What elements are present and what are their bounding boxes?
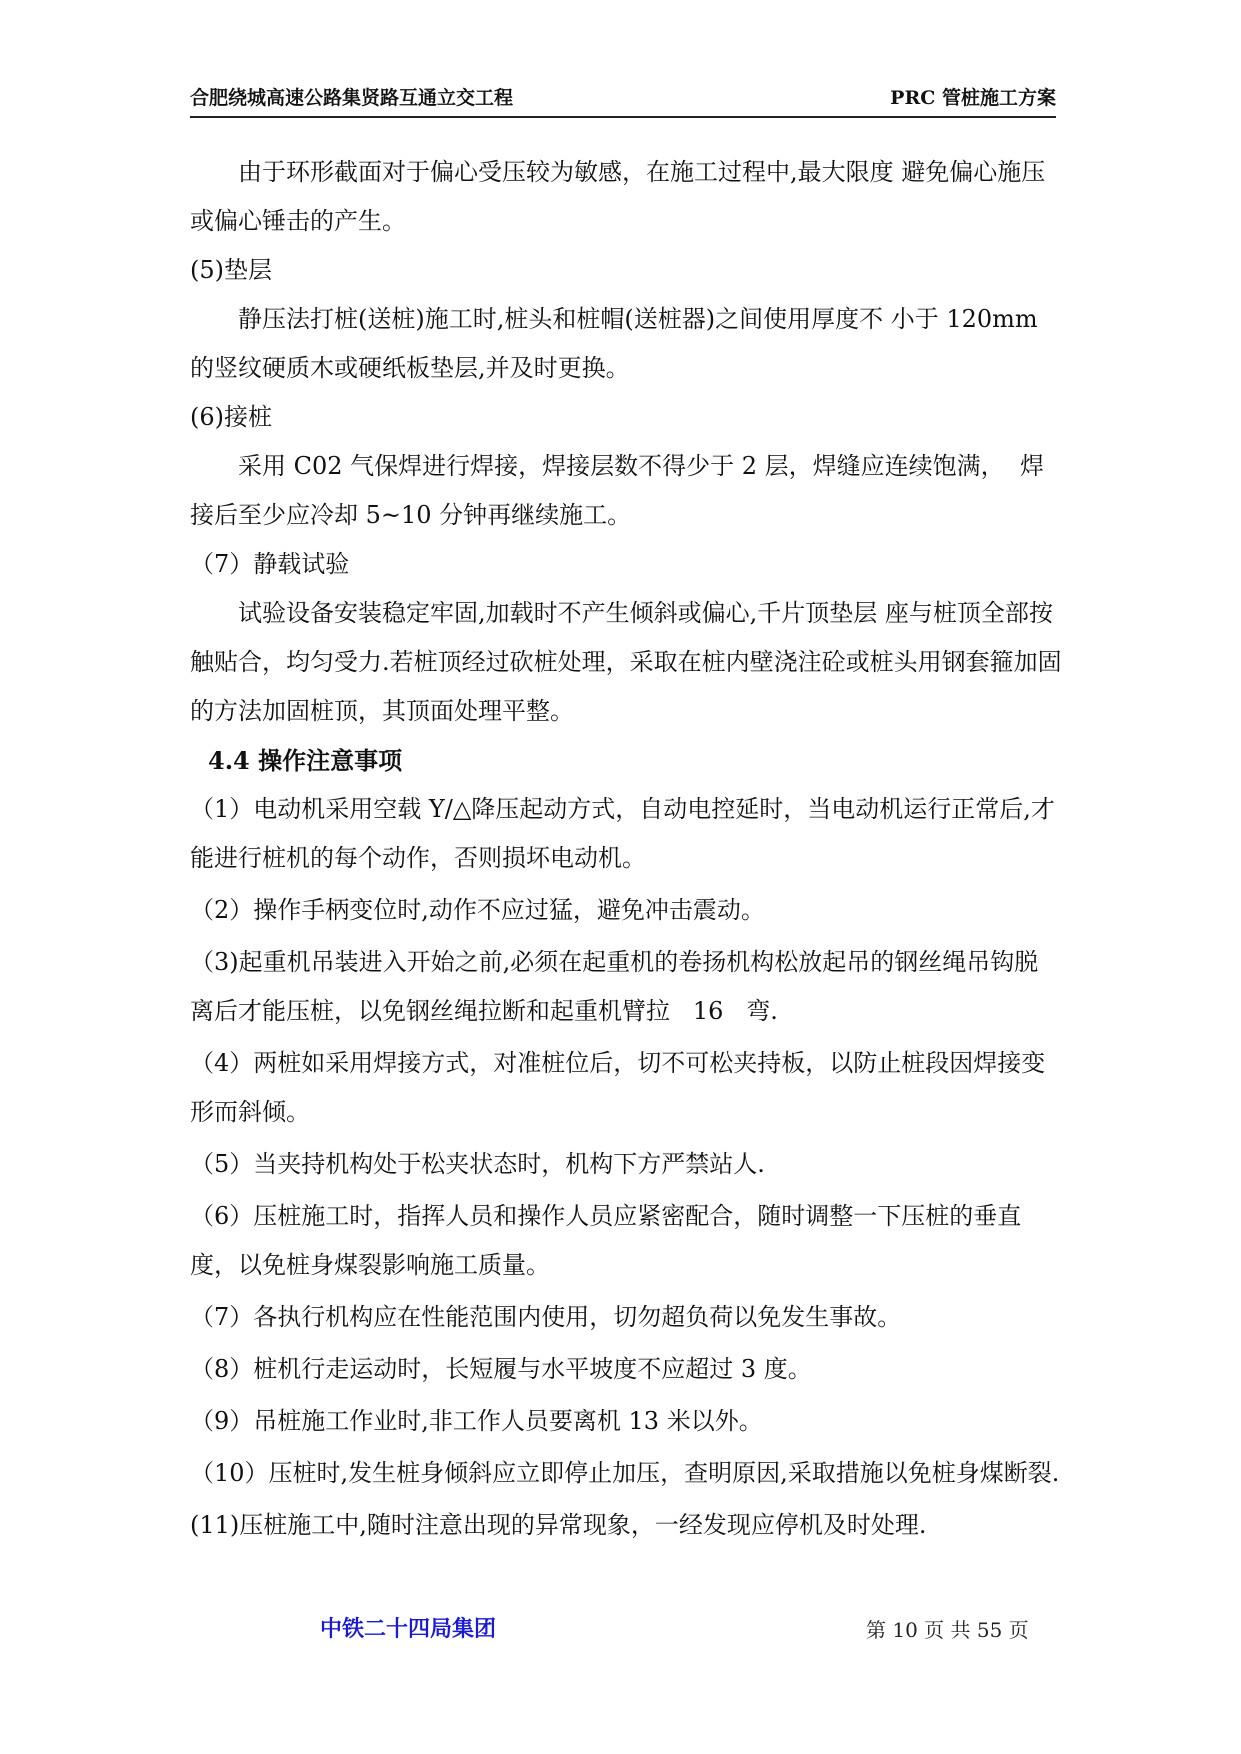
list-item-3: （3)起重机吊装进入开始之前,必须在起重机的卷扬机构松放起吊的钢丝绳吊钩脱离后才能压桩，以免钢丝绳拉断和起重机臂拉 16 弯. bbox=[190, 948, 1039, 1025]
paragraph-static-load: 试验设备安装稳定牢固,加载时不产生倾斜或偏心,千片顶垫层 座与桩顶全部按触贴合，均匀受力.若桩顶经过砍桩处理，采取在桩内壁浇注砼或桩头用钢套箍加固的方法加固桩顶，其顶面处理平整。 bbox=[190, 599, 1062, 725]
heading-static-load: （7）静载试验 bbox=[190, 550, 350, 578]
footer-company: 中铁二十四局集团 bbox=[320, 1617, 497, 1642]
list-item-6: （6）压桩施工时，指挥人员和操作人员应紧密配合，随时调整一下压桩的垂直度，以免桩身煤裂影响施工质量。 bbox=[190, 1202, 1022, 1279]
heading-cushion: (5)垫层 bbox=[190, 256, 272, 284]
section-title-precautions: 4.4 操作注意事项 bbox=[208, 746, 403, 775]
list-item-9: （9）吊桩施工作业时,非工作人员要离机 13 米以外。 bbox=[190, 1407, 763, 1435]
footer-page-number: 第 10 页 共 55 页 bbox=[866, 1618, 1029, 1642]
list-item-4: （4）两桩如采用焊接方式，对准桩位后，切不可松夹持板，以防止桩段因焊接变形而斜倾。 bbox=[190, 1049, 1046, 1126]
paragraph-splice: 采用 C02 气保焊进行焊接，焊接层数不得少于 2 层，焊缝应连续饱满， 焊接后至少应冷却 5~10 分钟再继续施工。 bbox=[190, 452, 1044, 529]
list-item-1: （1）电动机采用空载 Y/△降压起动方式，自动电控延时，当电动机运行正常后,才能进行桩机的每个动作，否则损坏电动机。 bbox=[190, 795, 1055, 872]
list-item-7: （7）各执行机构应在性能范围内使用，切勿超负荷以免发生事故。 bbox=[190, 1303, 902, 1331]
page-header bbox=[190, 84, 1056, 118]
list-item-11: (11)压桩施工中,随时注意出现的异常现象，一经发现应停机及时处理. bbox=[190, 1511, 927, 1539]
list-item-8: （8）桩机行走运动时，长短履与水平坡度不应超过 3 度。 bbox=[190, 1355, 812, 1383]
paragraph-cushion: 静压法打桩(送桩)施工时,桩头和桩帽(送桩器)之间使用厚度不 小于 120mm 的竖纹硬质木或硬纸板垫层,并及时更换。 bbox=[190, 305, 1046, 382]
heading-splice: (6)接桩 bbox=[190, 403, 272, 431]
header-document-title: PRC 管桩施工方案 bbox=[890, 87, 1056, 109]
header-project-title: 合肥绕城高速公路集贤路互通立交工程 bbox=[190, 87, 514, 109]
list-item-10: （10）压桩时,发生桩身倾斜应立即停止加压，查明原因,采取措施以免桩身煤断裂. bbox=[190, 1459, 1060, 1487]
paragraph-eccentric: 由于环形截面对于偏心受压较为敏感，在施工过程中,最大限度 避免偏心施压或偏心锤击的产生。 bbox=[190, 158, 1046, 235]
list-item-2: （2）操作手柄变位时,动作不应过猛，避免冲击震动。 bbox=[190, 896, 765, 924]
document-body bbox=[190, 148, 1062, 1550]
list-item-5: （5）当夹持机构处于松夹状态时，机构下方严禁站人. bbox=[190, 1150, 765, 1178]
